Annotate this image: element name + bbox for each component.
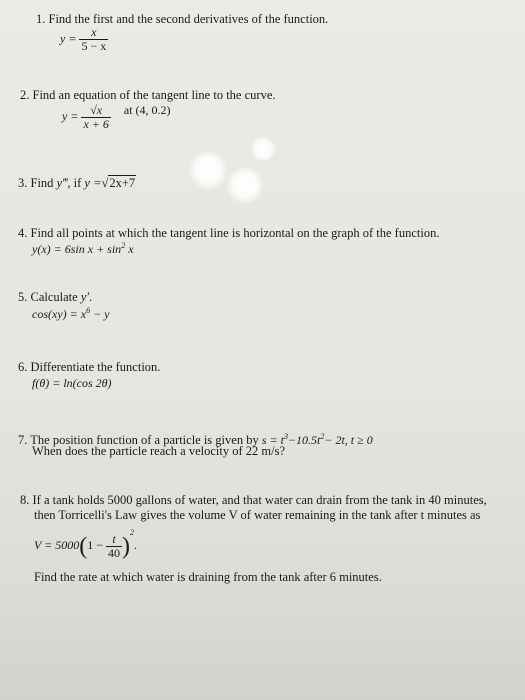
question-6-function: f(θ) = ln(cos 2θ): [32, 376, 112, 390]
third-derivative: y‴: [56, 176, 68, 190]
first-derivative: y′: [80, 290, 90, 304]
question-8-line-2: then Torricelli's Law gives the volume V of water remaining in the tank after t minutes as: [34, 508, 481, 522]
question-4: 4. Find all points at which the tangent line is horizontal on the graph of the function.: [18, 226, 440, 240]
tail: − y: [93, 307, 110, 321]
question-5-equation: [32, 306, 110, 322]
radicand: x: [96, 102, 103, 117]
fraction: [81, 104, 110, 131]
q5-dot: .: [89, 290, 93, 304]
question-7-line-2: When does the particle reach a velocity of 22 m/s?: [32, 444, 286, 458]
mid: −10.5t: [287, 433, 321, 447]
denominator: x + 6: [83, 116, 109, 131]
question-2: 2. Find an equation of the tangent line to the curve.: [20, 88, 276, 102]
light-glare: [250, 136, 276, 162]
q3-if: , if: [67, 176, 82, 190]
light-glare: [188, 150, 228, 190]
numerator: √x: [81, 104, 110, 118]
question-3: 3. Find y‴, if y =√2x+7: [18, 176, 136, 190]
denominator: 5 − x: [81, 39, 107, 53]
exponent-2: 2: [320, 432, 325, 441]
question-1-function: [60, 26, 108, 53]
exponent: 6: [86, 306, 91, 315]
q3-label: 3. Find: [18, 176, 54, 190]
exponent: 2: [121, 241, 126, 250]
lhs: y =: [62, 109, 79, 123]
question-2-function: [62, 103, 171, 131]
question-8-formula: [34, 528, 137, 560]
expr: cos(xy) = x: [32, 307, 87, 321]
tail: x: [128, 242, 134, 256]
question-1: 1. Find the first and the second derivatives of the function.: [36, 12, 329, 26]
fraction: [79, 26, 108, 53]
radicand: 2x+7: [109, 176, 136, 190]
period: .: [134, 538, 137, 552]
q7-label: 7. The position function of a particle is given by: [18, 433, 259, 447]
fraction: [106, 533, 122, 560]
question-4-function: [32, 241, 134, 257]
one-minus: 1 −: [87, 538, 103, 552]
question-8-line-3: Find the rate at which water is draining from the tank after 6 minutes.: [34, 570, 382, 584]
tangent-point: at (4, 0.2): [123, 103, 171, 117]
question-8: 8. If a tank holds 5000 gallons of water, and that water can drain from the tank in 40 minutes,: [20, 493, 487, 507]
numerator: t: [106, 533, 122, 547]
question-6: 6. Differentiate the function.: [18, 360, 161, 374]
light-glare: [226, 166, 264, 204]
expr: s = t: [261, 433, 284, 447]
q5-label: 5. Calculate: [18, 290, 78, 304]
left-paren: (: [79, 533, 88, 560]
lhs: y =: [60, 31, 77, 46]
numerator: x: [79, 26, 108, 40]
tail: − 2t, t ≥ 0: [324, 433, 373, 447]
right-paren: ): [122, 533, 130, 560]
q3-eq: y =: [84, 176, 102, 190]
lhs: V = 5000: [34, 538, 80, 552]
exponent-1: 3: [283, 432, 288, 441]
exponent: 2: [130, 528, 134, 537]
expr: y(x) = 6sin x + sin: [32, 242, 122, 256]
question-5: [18, 290, 92, 305]
denominator: 40: [108, 545, 120, 560]
